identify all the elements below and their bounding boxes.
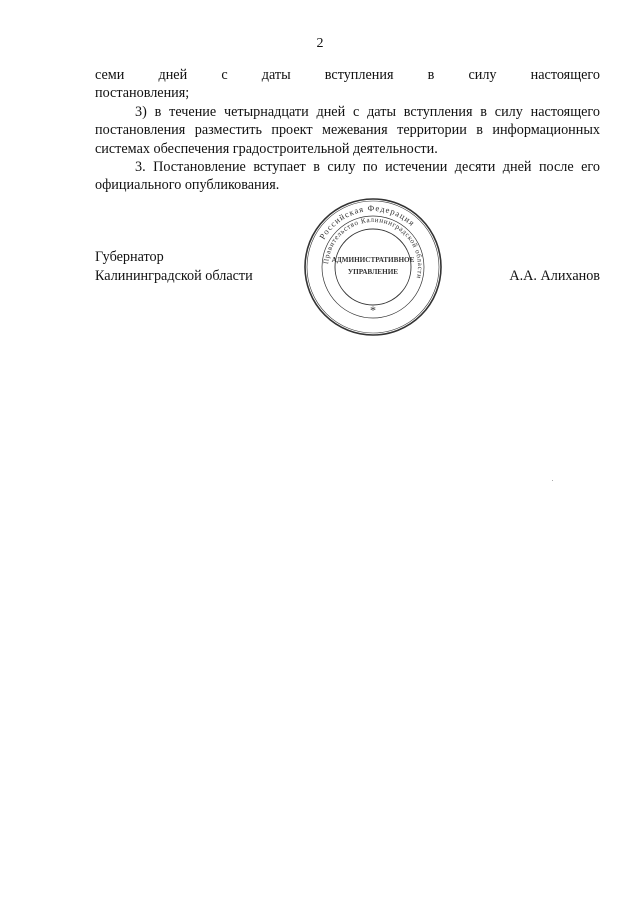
seal-center-line2: УПРАВЛЕНИЕ: [347, 268, 399, 276]
paragraph-clause-3: 3. Постановление вступает в силу по истечении десяти дней после его официального опубликования.: [95, 159, 600, 194]
seal-outer-text: Российская Федерация: [317, 202, 418, 242]
signatory-title-line1: Губернатор: [95, 249, 164, 265]
seal-inner-text: Правительство Калининградской области: [322, 215, 425, 280]
signatory-title-line2: Калининградской области: [95, 268, 253, 284]
seal-center-line1: АДМИНИСТРАТИВНОЕ: [331, 256, 415, 264]
official-seal: [302, 196, 444, 338]
paragraph-item-3: 3) в течение четырнадцати дней с даты вступления в силу настоящего постановления разместить проект межевания территории в информационных системах обеспечения градостроительной деятельности.: [95, 103, 600, 157]
signatory-name: А.А. Алиханов: [509, 268, 600, 284]
seal-star-mark: *: [370, 303, 376, 317]
official-seal-graphic: [302, 196, 444, 338]
paragraph-continuation: семи дней с даты вступления в силу настоящего: [95, 67, 600, 83]
document-body: [95, 66, 600, 195]
scan-speck: [552, 480, 553, 481]
page-number: 2: [316, 36, 324, 51]
signatory-title: [95, 248, 253, 286]
paragraph-continuation-end: постановления;: [95, 85, 190, 102]
